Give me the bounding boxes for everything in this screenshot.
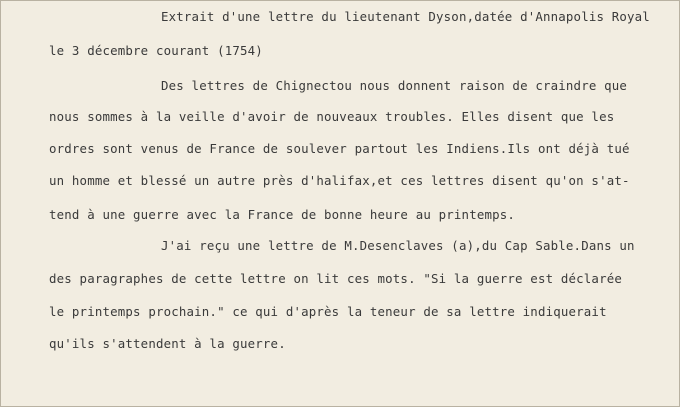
body-line-2: nous sommes à la veille d'avoir de nouveaux troubles. Elles disent que les — [49, 109, 615, 124]
heading-line-2: le 3 décembre courant (1754) — [49, 43, 263, 58]
body-line-9: qu'ils s'attendent à la guerre. — [49, 336, 286, 351]
body-line-5: tend à une guerre avec la France de bonne heure au printemps. — [49, 207, 516, 222]
body-line-1: Des lettres de Chignectou nous donnent raison de craindre que — [161, 78, 628, 93]
body-line-7: des paragraphes de cette lettre on lit ces mots. "Si la guerre est déclarée — [49, 271, 622, 286]
body-line-3: ordres sont venus de France de soulever partout les Indiens.Ils ont déjà tué — [49, 141, 630, 156]
body-line-6: J'ai reçu une lettre de M.Desenclaves (a),du Cap Sable.Dans un — [161, 238, 635, 253]
body-line-4: un homme et blessé un autre près d'halifax,et ces lettres disent qu'on s'at- — [49, 173, 630, 188]
heading-line-1: Extrait d'une lettre du lieutenant Dyson,datée d'Annapolis Royal — [161, 9, 650, 24]
body-line-8: le printemps prochain." ce qui d'après la teneur de sa lettre indiquerait — [49, 304, 607, 319]
